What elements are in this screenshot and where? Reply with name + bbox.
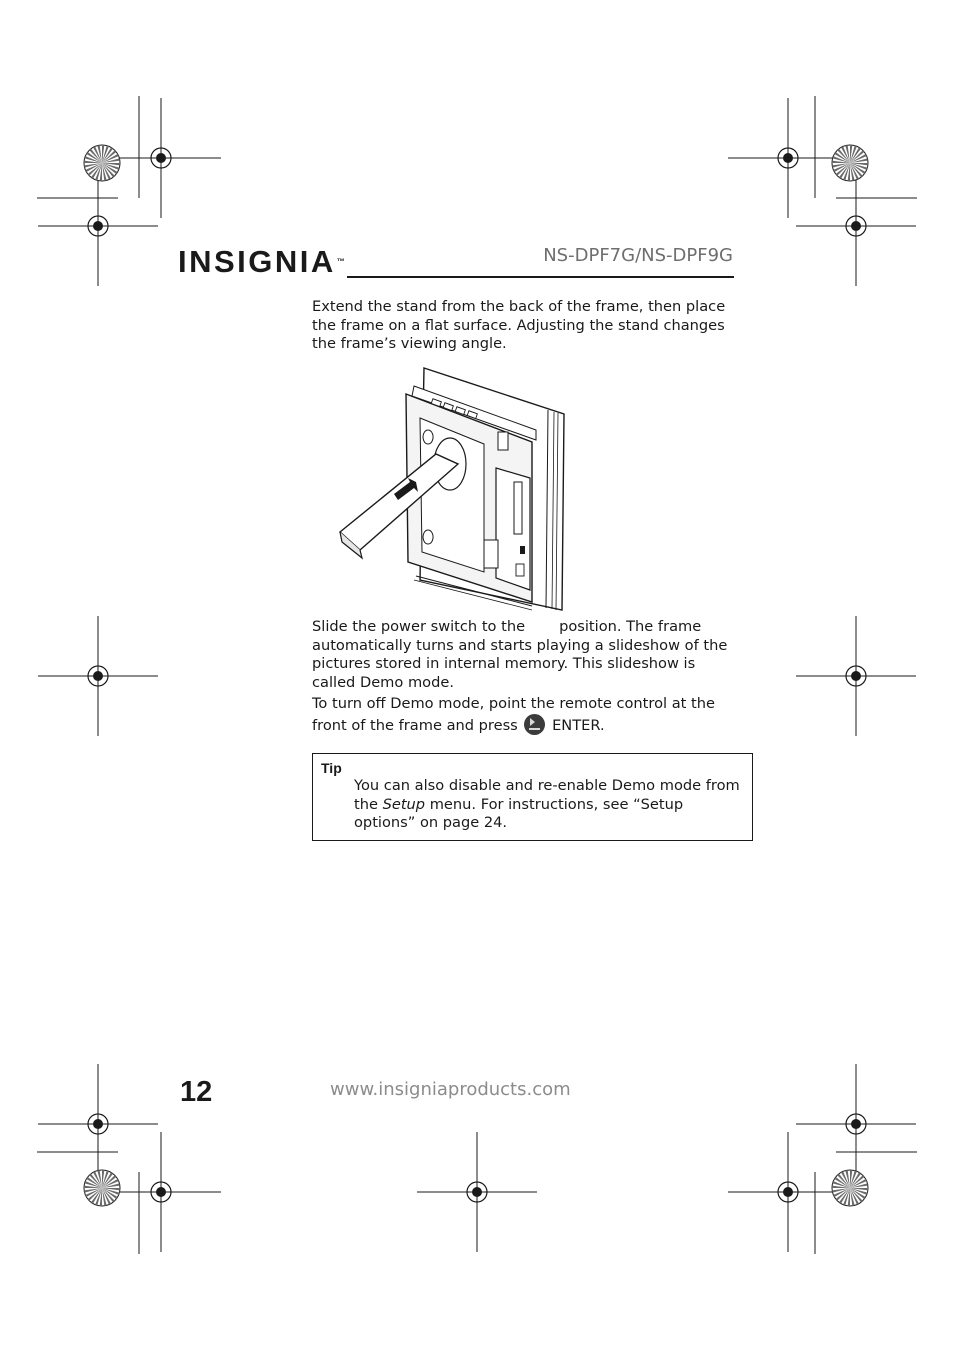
tip-text-before: You can also disable and re-enable Demo mode from the bbox=[354, 777, 740, 813]
model-number: NS-DPF7G/NS-DPF9G bbox=[543, 245, 733, 266]
registration-dot bbox=[851, 671, 861, 681]
registration-dot bbox=[472, 1187, 482, 1197]
enter-button-icon bbox=[524, 714, 545, 735]
registration-dot bbox=[851, 1119, 861, 1129]
frame-stand-illustration bbox=[336, 364, 572, 612]
power-text-after: position. The frame automatically turns and starts playing a slideshow of the pictures stored in internal memory. This slideshow is called Demo mode. bbox=[312, 618, 728, 691]
page-number: 12 bbox=[180, 1076, 213, 1108]
enter-label: ENTER. bbox=[552, 716, 605, 734]
registration-dot bbox=[156, 1187, 166, 1197]
registration-dot bbox=[156, 153, 166, 163]
insignia-logo bbox=[178, 242, 345, 282]
setup-menu-name: Setup bbox=[382, 795, 426, 813]
tip-box bbox=[312, 753, 753, 841]
registration-dot bbox=[783, 153, 793, 163]
power-text-before: Slide the power switch to the bbox=[312, 618, 526, 635]
registration-dot bbox=[93, 671, 103, 681]
brand-name: INSIGNIA bbox=[178, 244, 336, 279]
demo-text-before: To turn off Demo mode, point the remote control at the front of the frame and press bbox=[312, 695, 715, 734]
website-url: www.insigniaproducts.com bbox=[330, 1079, 571, 1100]
power-switch-instructions bbox=[312, 618, 742, 692]
registration-dot bbox=[851, 221, 861, 231]
demo-off-instructions bbox=[312, 695, 742, 735]
stand-instructions: Extend the stand from the back of the frame, then place the frame on a flat surface. Adjusting the stand changes the frame’s viewing angle. bbox=[312, 298, 726, 352]
tip-text bbox=[354, 777, 744, 833]
tip-label: Tip bbox=[321, 760, 342, 776]
registration-dot bbox=[783, 1187, 793, 1197]
tip-text-after: menu. For instructions, see “Setup options” on page 24. bbox=[354, 795, 684, 831]
trademark-symbol: ™ bbox=[336, 257, 345, 266]
registration-dot bbox=[93, 1119, 103, 1129]
header-rule bbox=[347, 276, 734, 278]
registration-dot bbox=[93, 221, 103, 231]
